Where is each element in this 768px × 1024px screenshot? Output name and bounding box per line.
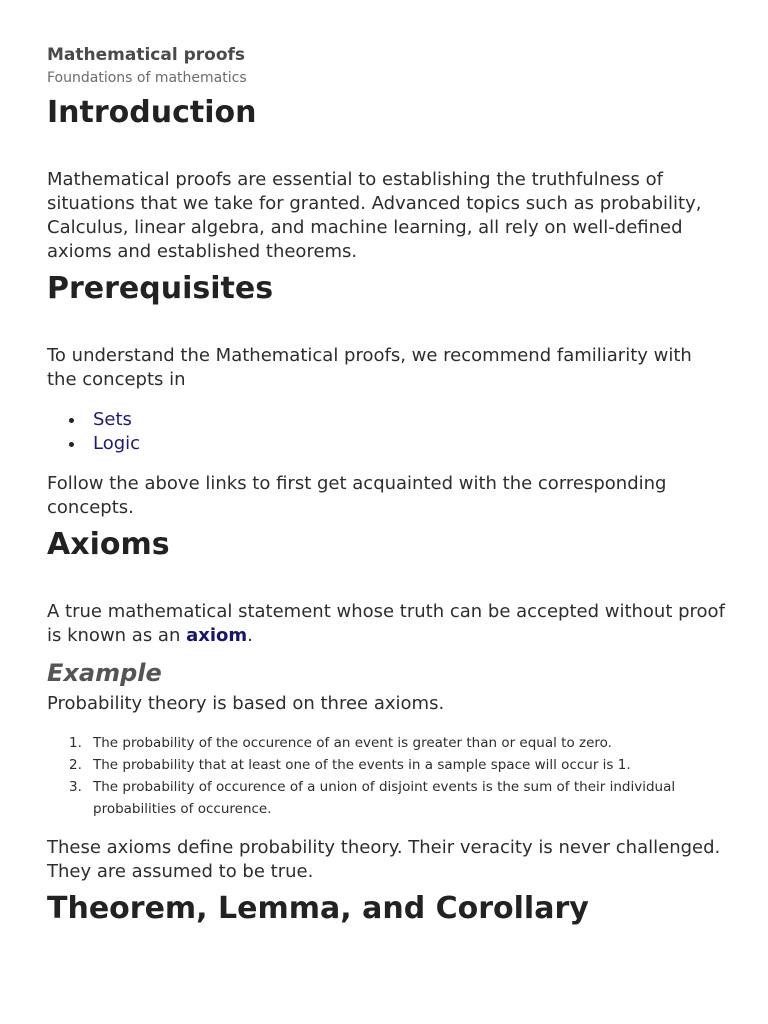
list-item [47, 776, 727, 820]
axioms-paragraph-text: A true mathematical statement whose truth can be accepted without proof is known as an [47, 601, 725, 646]
example-intro: Probability theory is based on three axioms. [47, 693, 445, 714]
list-item-text: The probability of occurence of a union of disjoint events is the sum of their individual probabilities of occurence. [93, 779, 676, 817]
document [47, 44, 727, 928]
document-title: Mathematical proofs [47, 45, 246, 65]
list-number: 3. [69, 779, 82, 795]
list-item-text: The probability of the occurence of an event is greater than or equal to zero. [93, 735, 612, 751]
prerequisites-follow-text: Follow the above links to first get acquainted with the corresponding concepts. [47, 473, 667, 518]
bullet-icon [69, 418, 74, 423]
axioms-closing-paragraph: These axioms define probability theory. Their veracity is never challenged. They are assumed to be true. [47, 837, 721, 882]
list-item [47, 754, 727, 776]
introduction-heading: Introduction [47, 95, 257, 130]
axioms-heading: Axioms [47, 527, 170, 562]
theorem-heading: Theorem, Lemma, and Corollary [47, 891, 589, 926]
list-item [47, 732, 727, 754]
example-heading: Example [47, 659, 162, 687]
axioms-paragraph-end: . [247, 625, 253, 646]
prerequisites-paragraph: To understand the Mathematical proofs, we recommend familiarity with the concepts in [47, 345, 692, 390]
list-number: 2. [69, 757, 82, 773]
introduction-paragraph: Mathematical proofs are essential to establishing the truthfulness of situations that we take for granted. Advanced topics such as probability, Calculus, linear algebra, and machine learning, all rely on well-defined axioms and established theorems. [47, 169, 702, 262]
list-item [47, 432, 727, 456]
axioms-paragraph [47, 600, 727, 648]
link-sets[interactable]: Sets [93, 409, 132, 430]
link-axiom[interactable]: axiom [186, 625, 248, 646]
list-number: 1. [69, 735, 82, 751]
bullet-icon [69, 442, 74, 447]
axiom-list [47, 732, 727, 820]
document-subtitle: Foundations of mathematics [47, 70, 247, 86]
prerequisite-links-list [47, 408, 727, 456]
link-logic[interactable]: Logic [93, 433, 141, 454]
list-item-text: The probability that at least one of the events in a sample space will occur is 1. [93, 757, 631, 773]
prerequisites-heading: Prerequisites [47, 271, 274, 306]
list-item [47, 408, 727, 432]
